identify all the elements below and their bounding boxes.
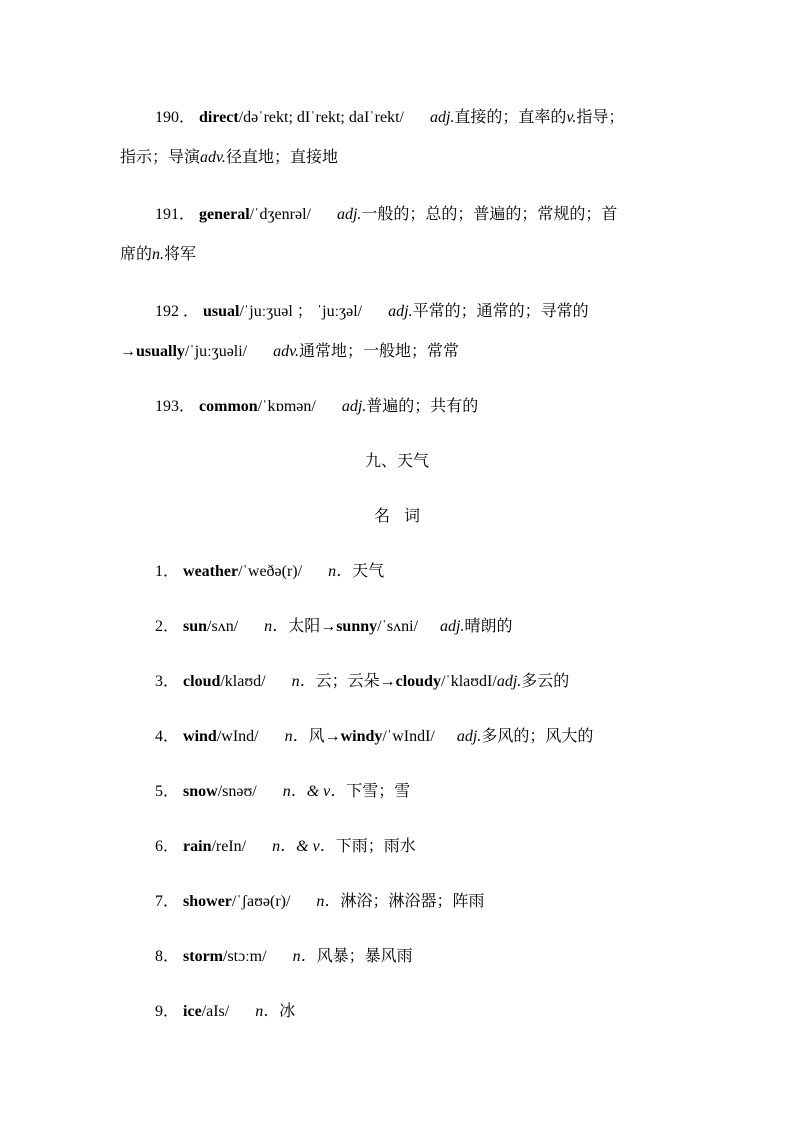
subsection-title: 名词 [373,508,434,525]
definition: 多风的；风大的 [481,728,594,745]
definition: 普遍的；共有的 [366,398,479,415]
definition: 风→ [308,728,341,745]
vocab-entry [155,827,715,867]
part-of-speech: adj. [388,303,413,320]
part-of-speech: adv. [200,149,226,166]
phonetic: /wInd/ [216,728,259,745]
definition: 下雨；雨水 [335,838,416,855]
part-of-speech: adj. [341,398,367,415]
definition: 冰 [279,1003,296,1020]
entry-number: 190． [155,109,196,126]
vocab-entry [155,662,715,702]
definition: 指导； [576,109,625,126]
entry-number: 8． [155,948,180,965]
phonetic: /sʌn/ [207,618,239,635]
headword: sun [183,618,208,635]
phonetic: /ˈʃaʊə(r)/ [231,893,291,910]
definition: 直接的；直率的 [454,109,567,126]
vocab-entry [155,937,715,977]
headword: cloud [183,673,221,690]
phonetic: /ˈwIndI/ [382,728,435,745]
definition: 平常的；通常的；寻常的 [412,303,589,320]
definition: 多云的 [521,673,570,690]
definition: 径直地；直接地 [225,149,338,166]
entry-number: 3． [155,673,180,690]
definition-continued: 指示；导演 [120,149,201,166]
entry-number: 7． [155,893,180,910]
definition: 风暴；暴风雨 [316,948,413,965]
vocab-entry-192 [120,292,680,372]
part-of-speech: n． [255,1003,280,1020]
entry-number: 4． [155,728,180,745]
definition: 太阳→ [288,618,337,635]
vocab-entry-190 [120,98,680,178]
part-of-speech: n． [284,728,309,745]
part-of-speech: n． [291,673,316,690]
phonetic: /snəʊ/ [217,783,257,800]
entry-number: 9． [155,1003,180,1020]
vocab-entry-193 [155,387,715,427]
part-of-speech: n. [152,246,165,263]
phonetic: /ˈsʌni/ [377,618,419,635]
headword: wind [183,728,217,745]
entry-number: 191． [155,206,196,223]
definition: 下雪；雪 [346,783,411,800]
part-of-speech: adj. [496,673,522,690]
derived-word: sunny [336,618,378,635]
vocab-entry [155,882,715,922]
phonetic: /ˈkɒmən/ [257,398,316,415]
section-title: 九、天气 [364,453,429,470]
definition: 云；云朵→ [315,673,396,690]
definition: 一般的；总的；普遍的；常规的；首 [361,206,618,223]
vocab-entry-191 [120,195,680,275]
vocab-entry [155,552,715,592]
definition-continued: 席的 [120,246,153,263]
vocab-entry [155,992,715,1032]
headword: storm [183,948,223,965]
entry-number: 5． [155,783,180,800]
phonetic: /ˈklaʊdI/ [440,673,497,690]
part-of-speech: n．& v． [282,783,347,800]
headword: rain [183,838,212,855]
part-of-speech: adj. [440,618,465,635]
part-of-speech: n． [292,948,317,965]
headword: general [199,206,250,223]
headword: shower [183,893,232,910]
vocab-entry [155,717,715,757]
headword: snow [183,783,218,800]
derived-word: →usually [120,343,185,360]
headword: usual [203,303,240,320]
part-of-speech: v. [566,109,577,126]
headword: ice [183,1003,202,1020]
definition: 晴朗的 [464,618,513,635]
phonetic: /aIs/ [201,1003,230,1020]
definition: 天气 [352,563,385,580]
phonetic: /ˈweðə(r)/ [238,563,303,580]
part-of-speech: n．& v． [272,838,336,855]
part-of-speech: adj. [456,728,482,745]
vocab-entry [155,607,715,647]
entry-number: 192 ． [155,303,200,320]
entry-number: 2． [155,618,180,635]
part-of-speech: n． [264,618,289,635]
phonetic: /reIn/ [211,838,247,855]
part-of-speech: adv. [273,343,300,360]
phonetic: /ˈjuːʒuəl ； ˈjuːʒəl/ [239,303,363,320]
part-of-speech: n． [328,563,353,580]
derived-word: cloudy [395,673,441,690]
headword: direct [199,109,239,126]
derived-word: windy [340,728,383,745]
phonetic: /dəˈrekt; dIˈrekt; daIˈrekt/ [238,109,404,126]
part-of-speech: adj. [429,109,455,126]
phonetic: /stɔːm/ [223,948,267,965]
phonetic: /ˈdʒenrəl/ [249,206,311,223]
part-of-speech: n． [316,893,341,910]
phonetic: /klaʊd/ [220,673,266,690]
definition: 将军 [164,246,197,263]
entry-number: 6． [155,838,180,855]
entry-number: 193． [155,398,196,415]
phonetic: /ˈjuːʒuəli/ [184,343,248,360]
entry-number: 1． [155,563,180,580]
headword: common [199,398,258,415]
definition: 淋浴；淋浴器；阵雨 [340,893,485,910]
part-of-speech: adj. [336,206,362,223]
vocab-entry [155,772,715,812]
headword: weather [183,563,239,580]
definition: 通常地；一般地；常常 [299,343,460,360]
